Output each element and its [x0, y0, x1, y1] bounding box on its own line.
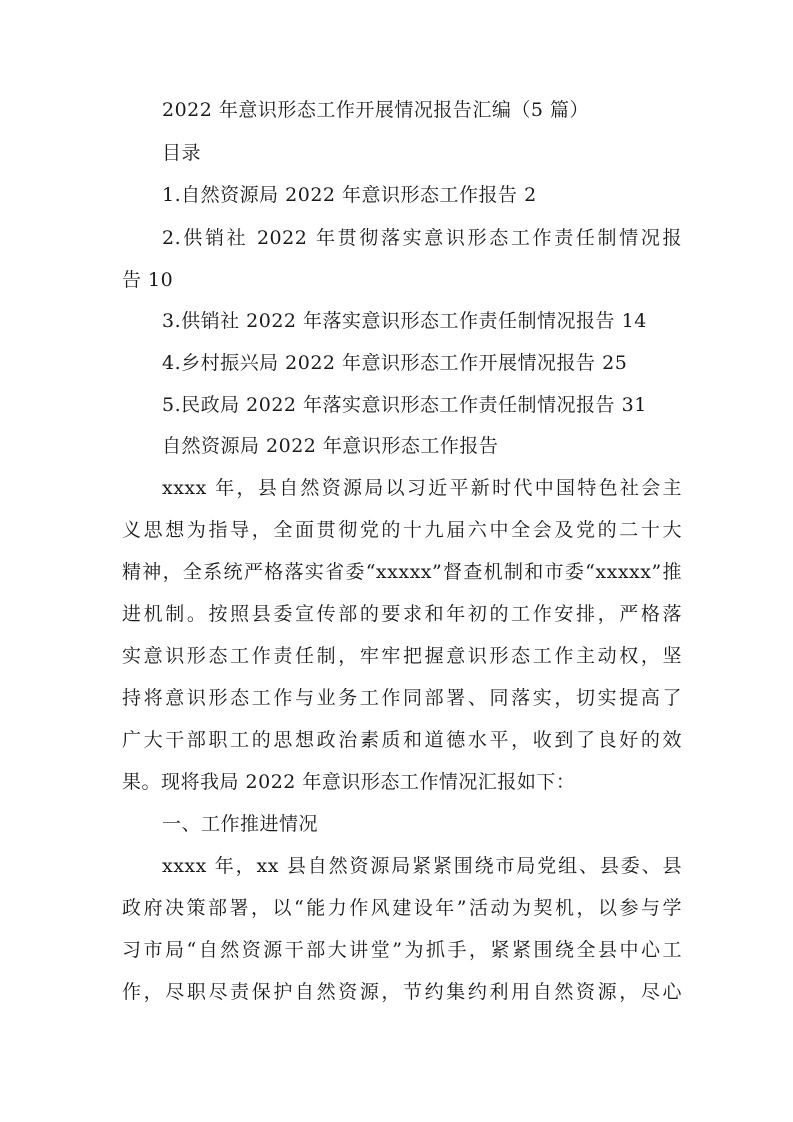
paragraph-line: 义思想为指导，全面贯彻党的十九届六中全会及党的二十大 [122, 519, 682, 541]
paragraph-line: xxxx 年，xx 县自然资源局紧紧围绕市局党组、县委、县 [162, 855, 682, 877]
toc-item-3: 3.供销社 2022 年落实意识形态工作责任制情况报告 14 [162, 310, 647, 332]
toc-item-2-cont: 告 10 [122, 269, 174, 291]
paragraph-line: 政府决策部署，以“能力作风建设年”活动为契机，以参与学 [122, 897, 682, 919]
toc-item-2: 2.供销社 2022 年贯彻落实意识形态工作责任制情况报 [162, 227, 682, 249]
toc-item-5: 5.民政局 2022 年落实意识形态工作责任制情况报告 31 [162, 394, 647, 416]
paragraph-line: 实意识形态工作责任制，牢牢把握意识形态工作主动权，坚 [122, 645, 682, 667]
paragraph-line: 习市局“自然资源干部大讲堂”为抓手，紧紧围绕全县中心工 [122, 939, 682, 961]
paragraph-line: 广大干部职工的思想政治素质和道德水平，收到了良好的效 [122, 729, 682, 751]
section-title: 自然资源局 2022 年意识形态工作报告 [162, 435, 499, 457]
paragraph-line: 进机制。按照县委宣传部的要求和年初的工作安排，严格落 [122, 603, 682, 625]
toc-item-4: 4.乡村振兴局 2022 年意识形态工作开展情况报告 25 [162, 352, 628, 374]
toc-heading: 目录 [162, 142, 202, 164]
toc-item-1: 1.自然资源局 2022 年意识形态工作报告 2 [162, 184, 537, 206]
paragraph-line: 果。现将我局 2022 年意识形态工作情况汇报如下： [122, 771, 576, 793]
paragraph-line: 持将意识形态工作与业务工作同部署、同落实，切实提高了 [122, 687, 682, 709]
paragraph-line: xxxx 年，县自然资源局以习近平新时代中国特色社会主 [162, 477, 682, 499]
section-heading: 一、工作推进情况 [162, 813, 319, 835]
paragraph-line: 作，尽职尽责保护自然资源，节约集约利用自然资源，尽心 [122, 981, 682, 1003]
document-title: 2022 年意识形态工作开展情况报告汇编（5 篇） [162, 99, 590, 121]
paragraph-line: 精神，全系统严格落实省委“xxxxx”督查机制和市委“xxxxx”推 [122, 561, 682, 583]
